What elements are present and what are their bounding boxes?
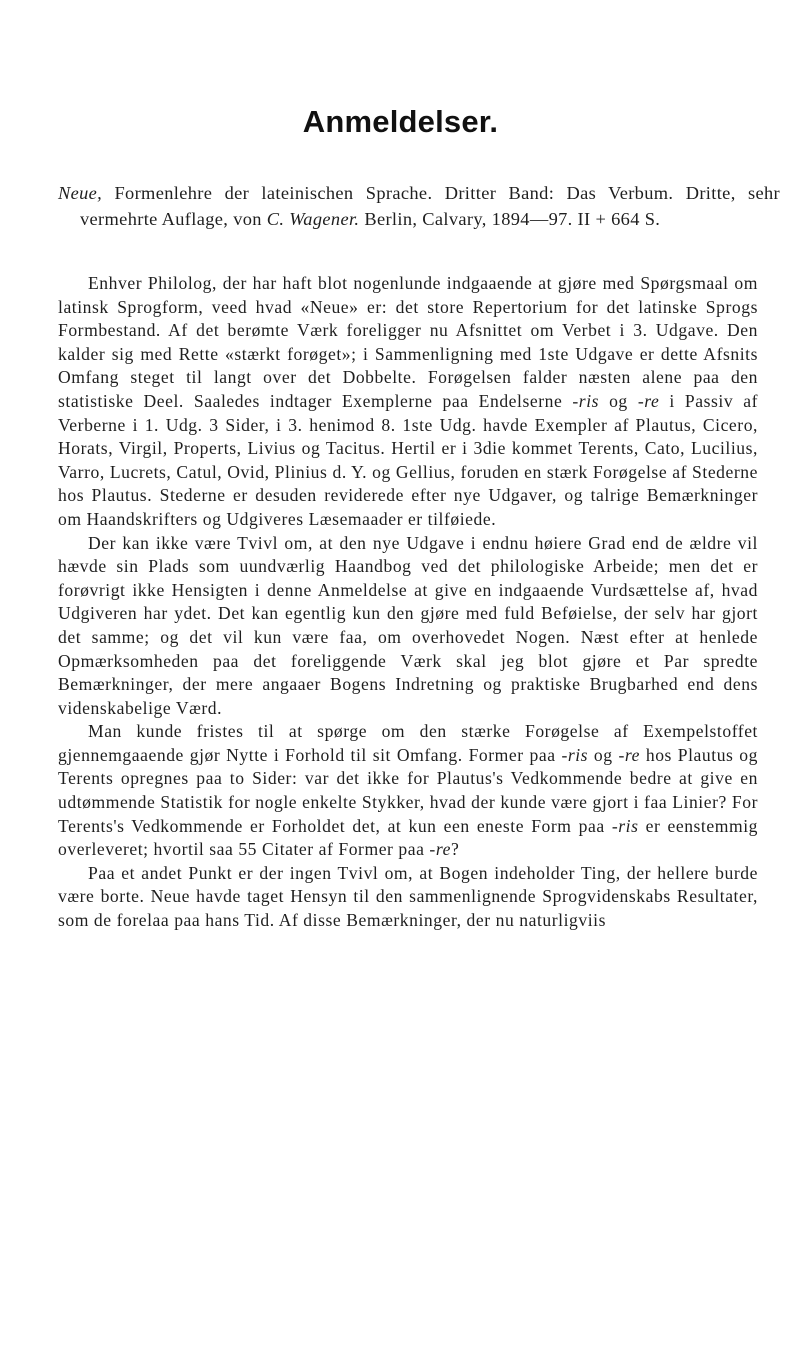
paragraph-text: Paa et andet Punkt er der ingen Tvivl om, at Bogen indeholder Ting, der hellere burde være borte. Neue havde taget Hensyn til den sammenlignende Sprogvidenskabs Resultater, som de forelaa paa hans Tid. Af disse Bemærkninger, der nu naturligviis — [58, 862, 758, 931]
citation-text-2: Berlin, Calvary, 1894—97. II + 664 S. — [359, 209, 661, 229]
emphasis: -re — [429, 839, 451, 860]
paragraph-text: Der kan ikke være Tvivl om, at den nye Udgave i endnu høiere Grad end de ældre vil hævde sin Plads som uundværlig Haandbog ved det philologiske Arbeide; men det er forøvrigt ikke Hensigten i denne Anmeldelse at give en indgaaende Vurdsættelse af, hvad Udgiveren har ydet. Det kan egentlig kun den gjøre med fuld Beføielse, der selv har gjort det samme; og det vil kun være faa, om overhovedet Nogen. Næst efter at henlede Opmærksomheden paa det foreliggende Værk skal jeg blot gjøre et Par spredte Bemærkninger, der mere angaaer Bogens Indretning og praktiske Brugbarhed end dens videnskabelige Værd. — [58, 532, 758, 718]
paragraph-text: og — [599, 390, 638, 411]
paragraph-1 — [58, 272, 758, 532]
citation-author: C. Wagener. — [266, 209, 360, 229]
paragraph-text: Man kunde fristes til at spørge om den stærke Forøgelse af Exempelstoffet gjennemgaaende gjør Nytte i Forhold til sit Omfang. Former paa — [58, 721, 758, 765]
paragraph-2 — [58, 532, 758, 721]
review-body — [58, 272, 758, 933]
paragraph-4 — [58, 862, 758, 933]
paragraph-text: og — [588, 744, 619, 765]
emphasis: -ris — [561, 744, 589, 765]
paragraph-text: Enhver Philolog, der har haft blot nogenlunde indgaaende at gjøre med Spørgsmaal om latinsk Sprogform, veed hvad «Neue» er: det store Repertorium for det latinske Sprogs Formbestand. Af det berømte Værk foreligger nu Afsnittet om Verbet i 3. Udgave. Den kalder sig med Rette «stærkt forøget»; i Sammenligning med 1ste Udgave er dette Afsnits Omfang steget til langt over det Dobbelte. Forøgelsen falder næsten alene paa den statistiske Deel. Saaledes indtager Exemplerne paa Endelserne — [58, 273, 758, 411]
paragraph-text: ? — [450, 839, 460, 860]
paragraph-text: i Passiv af Verberne i 1. Udg. 3 Sider, i 3. henimod 8. 1ste Udg. havde Exempler af Plautus, Cicero, Horats, Virgil, Properts, Livius og Tacitus. Hertil er i 3die kommet Terents, Cato, Lucilius, Varro, Lucrets, Catul, Ovid, Plinius d. Y. og Gellius, foruden en stærk Forøgelse af Stederne hos Plautus. Stederne er desuden reviderede efter nye Udgaver, og talrige Bemærkninger om Haandskrifters og Udgiveres Læsemaader er tilføiede. — [58, 390, 758, 529]
citation-text-1: Formenlehre der lateinischen Sprache. Dritter Band: Das Verbum. Dritte, sehr vermehrte Auflage, von — [80, 183, 780, 229]
emphasis: -re — [618, 744, 640, 765]
citation-title: Neue, — [58, 183, 103, 203]
paragraph-text: er eenstemmig overleveret; hvortil saa 55 Citater af Former paa — [58, 815, 758, 860]
paragraph-text: hos Plautus og Terents opregnes paa to Sider: var det ikke for Plautus's Vedkommende bedre at give en udtømmende Statistik for nogle enkelte Stykker, hvad der kunde være gjort i faa Linier? For Terents's Vedkommende er Forholdet det, at kun een eneste Form paa — [58, 744, 758, 836]
paragraph-3 — [58, 720, 758, 862]
page-heading: Anmeldelser. — [302, 104, 499, 139]
book-citation — [58, 180, 780, 232]
emphasis: -ris — [611, 815, 639, 836]
emphasis: -ris — [572, 390, 600, 411]
emphasis: -re — [637, 390, 660, 411]
